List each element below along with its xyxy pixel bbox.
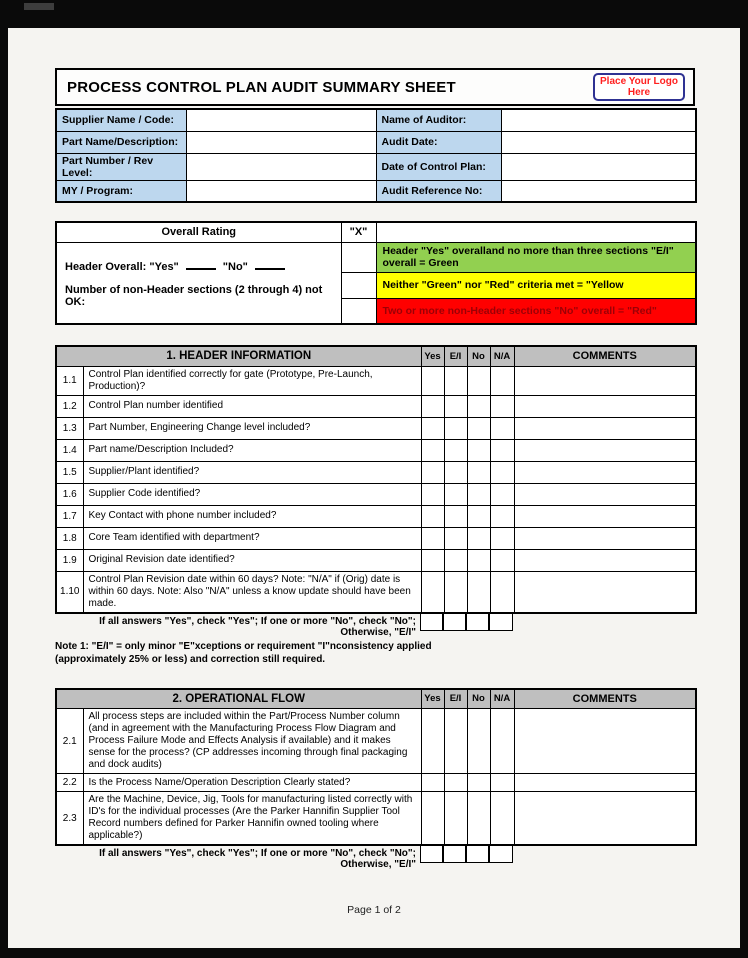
table-row (56, 242, 696, 272)
no-cell[interactable] (467, 527, 490, 549)
yes-cell[interactable] (421, 366, 444, 395)
summary-ei-cell[interactable] (443, 614, 466, 631)
row-question: Part Number, Engineering Change level included? (83, 417, 421, 439)
na-cell[interactable] (490, 527, 514, 549)
table-row (56, 774, 696, 792)
x-mark-cell[interactable] (341, 272, 376, 298)
yes-cell[interactable] (421, 461, 444, 483)
no-cell[interactable] (467, 774, 490, 792)
section1-title: 1. HEADER INFORMATION (56, 346, 421, 366)
summary-na-cell[interactable] (489, 846, 513, 863)
ei-cell[interactable] (444, 792, 467, 846)
part-number-rev-level-value[interactable] (186, 153, 376, 180)
ei-cell[interactable] (444, 461, 467, 483)
yes-blank-field[interactable] (186, 257, 216, 270)
row-number: 2.3 (56, 792, 83, 846)
header-fields-table (55, 108, 697, 203)
non-header-sections-label: Number of non-Header sections (2 through 4) not OK: (65, 284, 323, 309)
section1-table (55, 345, 697, 614)
x-mark-cell[interactable] (341, 242, 376, 272)
comments-cell[interactable] (514, 417, 696, 439)
row-question: Supplier Code identified? (83, 483, 421, 505)
col-header-yes: Yes (421, 689, 444, 709)
rating-legend-yellow: Neither "Green" nor "Red" criteria met = "Yellow (376, 272, 696, 298)
ei-cell[interactable] (444, 395, 467, 417)
table-row (56, 417, 696, 439)
row-question: Original Revision date identified? (83, 549, 421, 571)
comments-cell[interactable] (514, 571, 696, 613)
title-bar (55, 68, 695, 106)
table-row (56, 461, 696, 483)
ei-cell[interactable] (444, 571, 467, 613)
row-number: 1.3 (56, 417, 83, 439)
section1-footer-instruction: If all answers "Yes", check "Yes"; If one or more "No", check "No"; Otherwise, "E/I" (99, 615, 416, 638)
x-column-header: "X" (341, 222, 376, 242)
yes-cell[interactable] (421, 571, 444, 613)
rating-legend-green: Header "Yes" overalland no more than three sections "E/I" overall = Green (376, 242, 696, 272)
header-overall-line (65, 257, 333, 273)
table-row (56, 792, 696, 846)
row-question: Supplier/Plant identified? (83, 461, 421, 483)
page-number: Page 1 of 2 (347, 904, 401, 916)
no-cell[interactable] (467, 571, 490, 613)
col-header-na: N/A (490, 689, 514, 709)
comments-cell[interactable] (514, 395, 696, 417)
na-cell[interactable] (490, 505, 514, 527)
no-blank-field[interactable] (255, 257, 285, 270)
ei-cell[interactable] (444, 483, 467, 505)
yes-cell[interactable] (421, 417, 444, 439)
ei-cell[interactable] (444, 527, 467, 549)
na-cell[interactable] (490, 549, 514, 571)
table-row (56, 180, 696, 202)
rating-legend-red: Two or more non-Header sections "No" overall = "Red" (376, 298, 696, 324)
col-header-comments: COMMENTS (514, 689, 696, 709)
no-cell[interactable] (467, 549, 490, 571)
summary-yes-cell[interactable] (420, 846, 443, 863)
no-cell[interactable] (467, 709, 490, 774)
logo-placeholder[interactable]: Place Your Logo Here (593, 73, 685, 101)
comments-cell[interactable] (514, 483, 696, 505)
ei-cell[interactable] (444, 417, 467, 439)
summary-no-cell[interactable] (466, 614, 489, 631)
audit-date-value[interactable] (501, 131, 696, 153)
row-number: 1.4 (56, 439, 83, 461)
na-cell[interactable] (490, 774, 514, 792)
section1-header-row (56, 346, 696, 366)
table-row (56, 153, 696, 180)
row-number: 1.1 (56, 366, 83, 395)
row-question: All process steps are included within the Part/Process Number column (and in agreement with the Manufacturing Process Flow Diagram and Process Failure Mode and Effects Analysis if available) and it makes sense for the process? (CP addresses incoming through final packaging and dock audits) (83, 709, 421, 774)
table-row (56, 483, 696, 505)
col-header-ei: E/I (444, 346, 467, 366)
overall-rating-title: Overall Rating (56, 222, 341, 242)
section2-title: 2. OPERATIONAL FLOW (56, 689, 421, 709)
x-mark-cell[interactable] (341, 298, 376, 324)
row-question: Core Team identified with department? (83, 527, 421, 549)
row-number: 1.7 (56, 505, 83, 527)
summary-yes-cell[interactable] (420, 614, 443, 631)
no-label: "No" (222, 261, 248, 274)
rating-criteria-cell (56, 242, 341, 324)
row-question: Control Plan number identified (83, 395, 421, 417)
row-number: 1.10 (56, 571, 83, 613)
comments-cell[interactable] (514, 439, 696, 461)
na-cell[interactable] (490, 709, 514, 774)
table-row (56, 505, 696, 527)
name-of-auditor-value[interactable] (501, 109, 696, 131)
comments-cell[interactable] (514, 366, 696, 395)
comments-cell[interactable] (514, 774, 696, 792)
section1-summary-row (55, 614, 695, 638)
section2-table (55, 688, 697, 847)
header-overall-label: Header Overall: "Yes" (65, 261, 179, 274)
audit-date-label: Audit Date: (376, 131, 501, 153)
part-name-description-value[interactable] (186, 131, 376, 153)
section2-header-row (56, 689, 696, 709)
ei-cell[interactable] (444, 774, 467, 792)
note-1: Note 1: "E/I" = only minor "E"xceptions or requirement "I"nconsistency applied (approximately 25% or less) and correction still required. (55, 640, 432, 665)
table-row (56, 395, 696, 417)
col-header-comments: COMMENTS (514, 346, 696, 366)
yes-cell[interactable] (421, 709, 444, 774)
page-title: PROCESS CONTROL PLAN AUDIT SUMMARY SHEET (67, 78, 456, 96)
no-cell[interactable] (467, 483, 490, 505)
na-cell[interactable] (490, 417, 514, 439)
table-row (56, 439, 696, 461)
row-number: 2.2 (56, 774, 83, 792)
rating-empty-cell (376, 222, 696, 242)
name-of-auditor-label: Name of Auditor: (376, 109, 501, 131)
row-question: Part name/Description Included? (83, 439, 421, 461)
col-header-no: No (467, 689, 490, 709)
row-question: Are the Machine, Device, Jig, Tools for manufacturing listed correctly with ID's for the individual processes (Are the Parker Hannifin Supplier Tool Record numbers defined for Parker Hannifin owned tooling where applicable?) (83, 792, 421, 846)
no-cell[interactable] (467, 439, 490, 461)
na-cell[interactable] (490, 395, 514, 417)
audit-reference-no-label: Audit Reference No: (376, 180, 501, 202)
na-cell[interactable] (490, 461, 514, 483)
summary-na-cell[interactable] (489, 614, 513, 631)
section2-footer-instruction: If all answers "Yes", check "Yes"; If one or more "No", check "No"; Otherwise, "E/I" (99, 848, 416, 870)
supplier-name-code-value[interactable] (186, 109, 376, 131)
table-row (56, 366, 696, 395)
comments-cell[interactable] (514, 527, 696, 549)
audit-reference-no-value[interactable] (501, 180, 696, 202)
row-question: Control Plan Revision date within 60 days? Note: "N/A" if (Orig) date is within 60 days. Note: Also "N/A" unless a know update should have been made. (83, 571, 421, 613)
row-question: Control Plan identified correctly for gate (Prototype, Pre-Launch, Production)? (83, 366, 421, 395)
part-name-description-label: Part Name/Description: (56, 131, 186, 153)
comments-cell[interactable] (514, 505, 696, 527)
na-cell[interactable] (490, 439, 514, 461)
na-cell[interactable] (490, 792, 514, 846)
table-row (56, 709, 696, 774)
form-page (8, 28, 740, 948)
no-cell[interactable] (467, 366, 490, 395)
comments-cell[interactable] (514, 792, 696, 846)
no-cell[interactable] (467, 505, 490, 527)
yes-cell[interactable] (421, 439, 444, 461)
summary-no-cell[interactable] (466, 846, 489, 863)
table-row (56, 527, 696, 549)
ei-cell[interactable] (444, 549, 467, 571)
no-cell[interactable] (467, 792, 490, 846)
table-row (56, 222, 696, 242)
ei-cell[interactable] (444, 366, 467, 395)
row-number: 1.5 (56, 461, 83, 483)
col-header-yes: Yes (421, 346, 444, 366)
table-row (56, 109, 696, 131)
col-header-na: N/A (490, 346, 514, 366)
date-of-control-plan-value[interactable] (501, 153, 696, 180)
yes-cell[interactable] (421, 792, 444, 846)
col-header-ei: E/I (444, 689, 467, 709)
date-of-control-plan-label: Date of Control Plan: (376, 153, 501, 180)
table-row (56, 131, 696, 153)
table-row (56, 571, 696, 613)
supplier-name-code-label: Supplier Name / Code: (56, 109, 186, 131)
row-number: 1.8 (56, 527, 83, 549)
na-cell[interactable] (490, 483, 514, 505)
ei-cell[interactable] (444, 709, 467, 774)
section2-summary-row (55, 846, 695, 870)
no-cell[interactable] (467, 395, 490, 417)
row-question: Is the Process Name/Operation Description Clearly stated? (83, 774, 421, 792)
row-number: 1.9 (56, 549, 83, 571)
row-number: 1.6 (56, 483, 83, 505)
scan-artifact (24, 3, 54, 10)
row-number: 2.1 (56, 709, 83, 774)
table-row (56, 549, 696, 571)
part-number-rev-level-label: Part Number / Rev Level: (56, 153, 186, 180)
summary-ei-cell[interactable] (443, 846, 466, 863)
na-cell[interactable] (490, 571, 514, 613)
comments-cell[interactable] (514, 461, 696, 483)
row-question: Key Contact with phone number included? (83, 505, 421, 527)
ei-cell[interactable] (444, 505, 467, 527)
no-cell[interactable] (467, 461, 490, 483)
ei-cell[interactable] (444, 439, 467, 461)
row-number: 1.2 (56, 395, 83, 417)
comments-cell[interactable] (514, 549, 696, 571)
na-cell[interactable] (490, 366, 514, 395)
yes-cell[interactable] (421, 527, 444, 549)
overall-rating-table (55, 221, 697, 325)
col-header-no: No (467, 346, 490, 366)
no-cell[interactable] (467, 417, 490, 439)
my-program-label: MY / Program: (56, 180, 186, 202)
comments-cell[interactable] (514, 709, 696, 774)
yes-cell[interactable] (421, 505, 444, 527)
my-program-value[interactable] (186, 180, 376, 202)
yes-cell[interactable] (421, 483, 444, 505)
yes-cell[interactable] (421, 395, 444, 417)
yes-cell[interactable] (421, 549, 444, 571)
yes-cell[interactable] (421, 774, 444, 792)
